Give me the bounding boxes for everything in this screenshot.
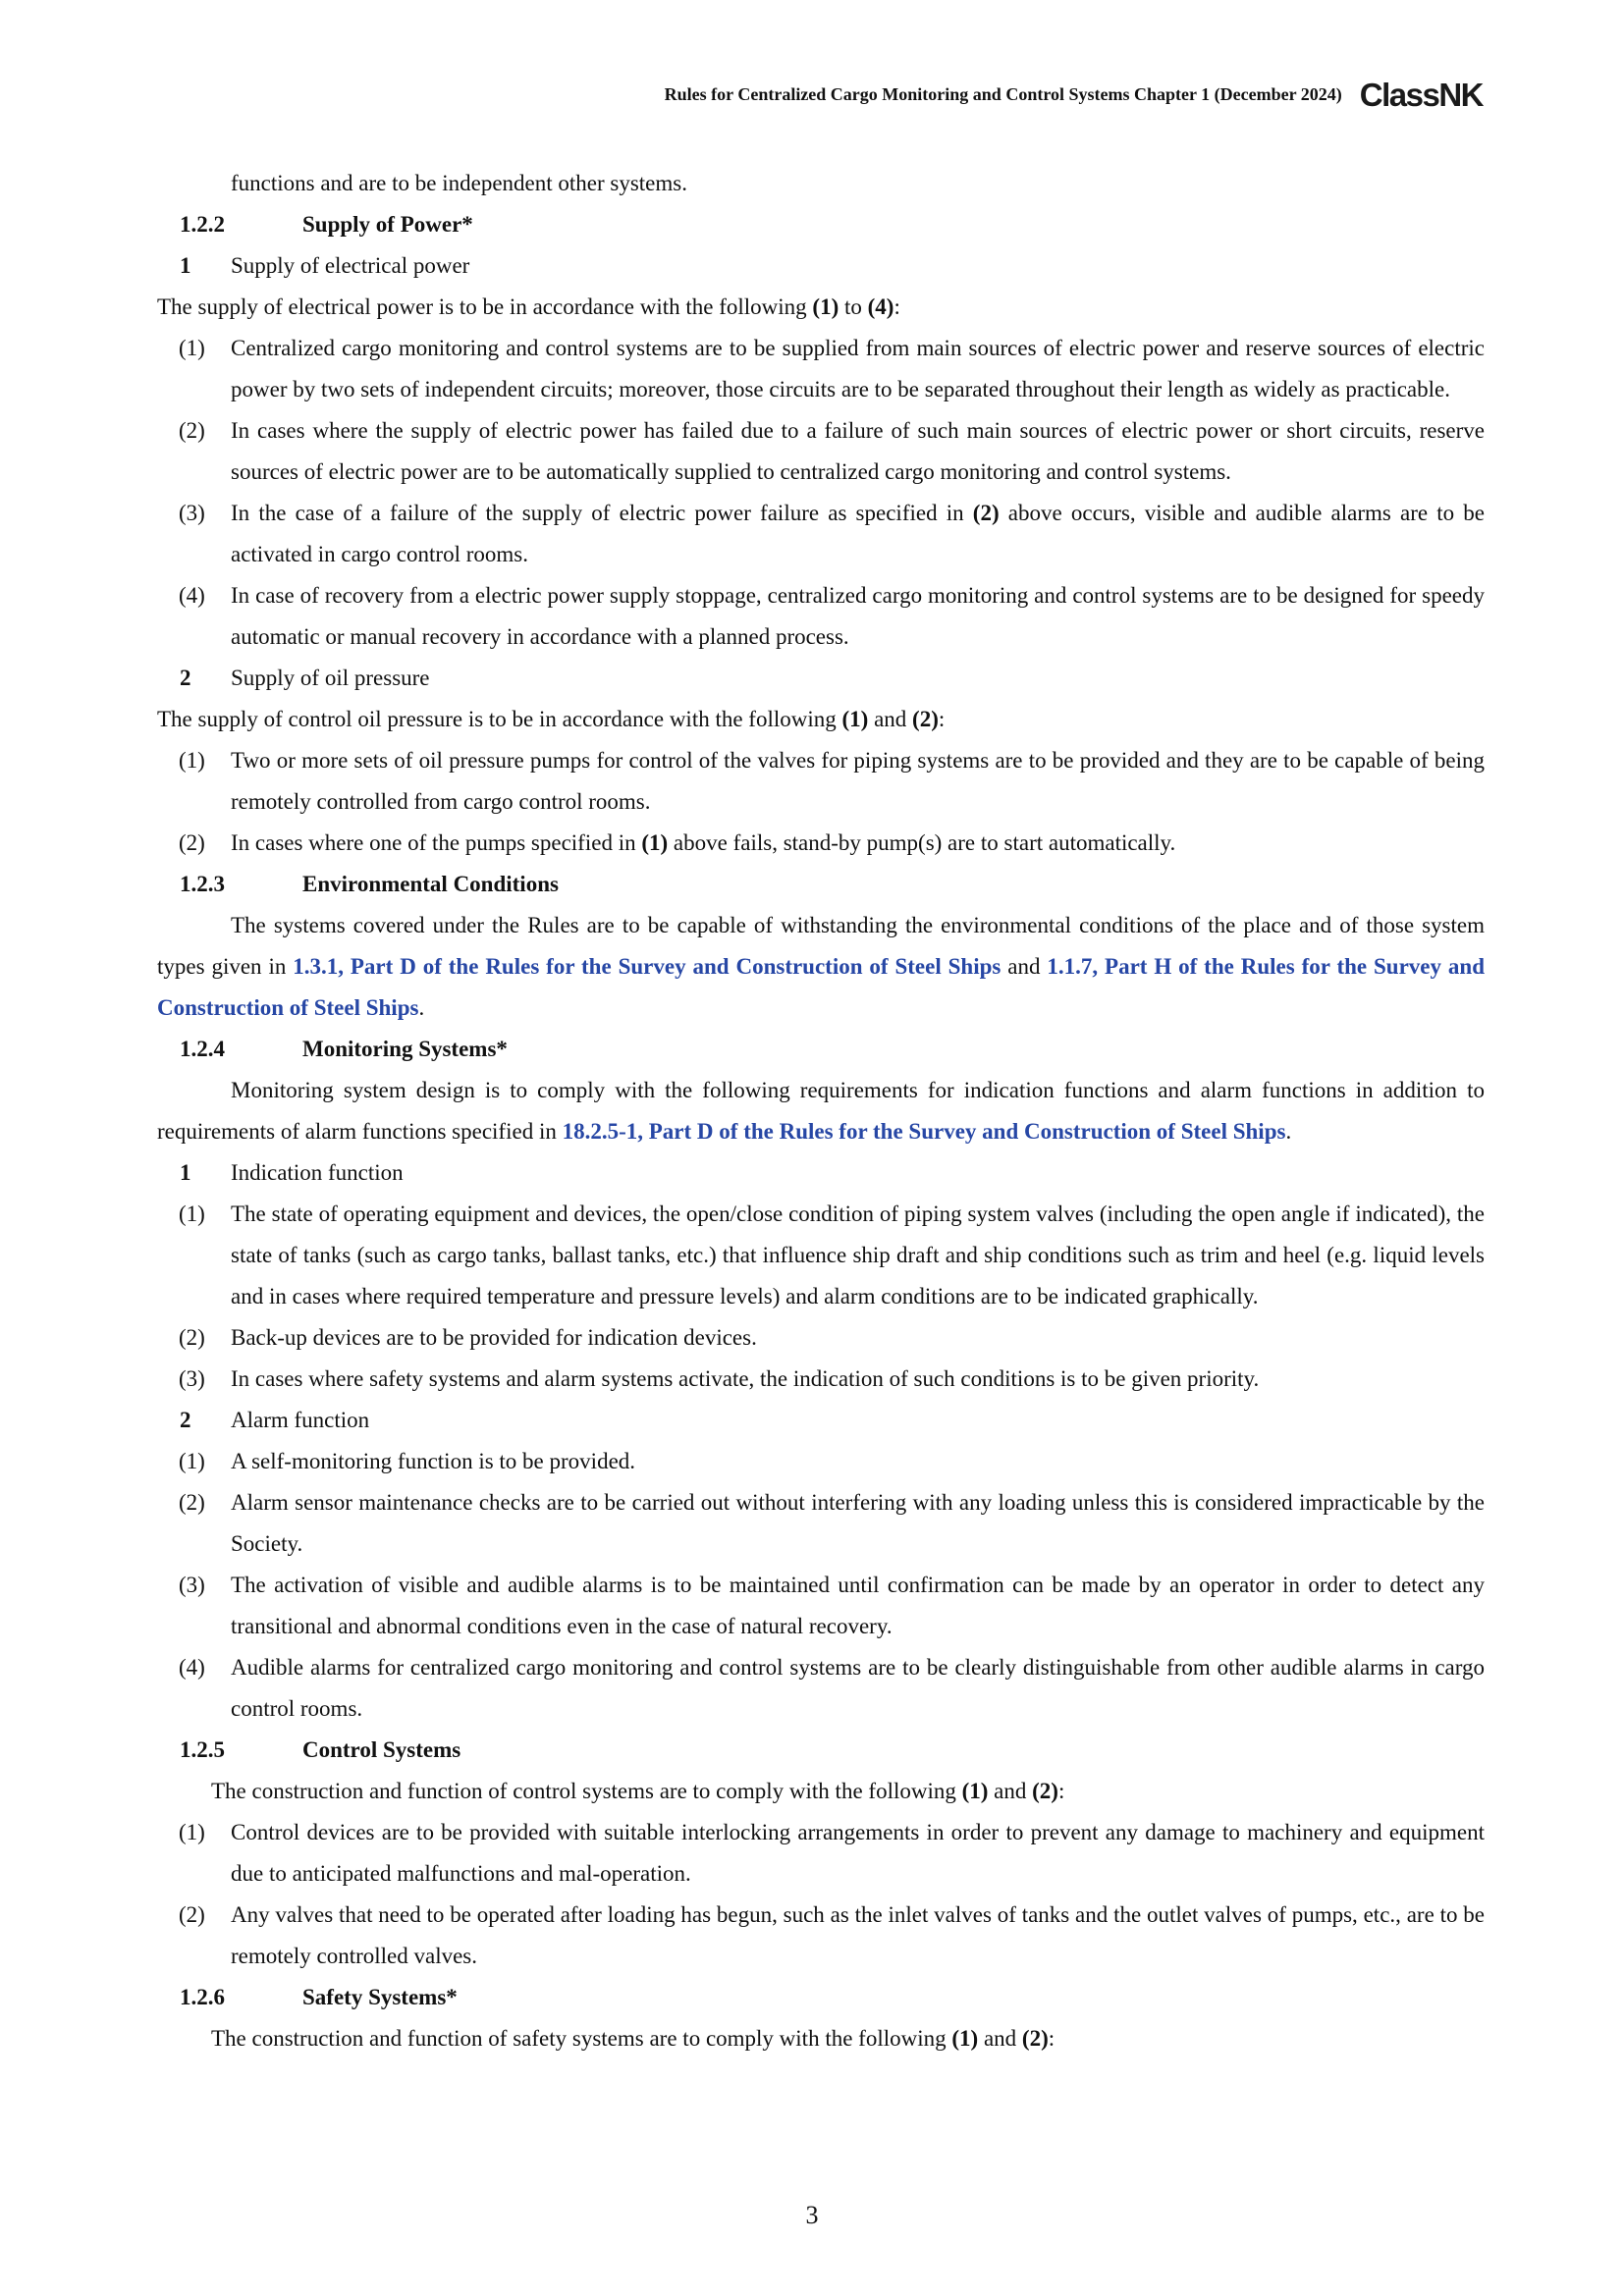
rule-reference-link[interactable]: 1.3.1, Part D of the Rules for the Survey and Construction of Steel Ships bbox=[293, 954, 1001, 979]
list-item: (1) Two or more sets of oil pressure pumps for control of the valves for piping systems are to be provided and they are to be capable of being remotely controlled from cargo control rooms. bbox=[179, 748, 1485, 814]
page-header bbox=[0, 79, 1483, 111]
list-item: (2) In cases where one of the pumps specified in (1) above fails, stand-by pump(s) are to start automatically. bbox=[179, 830, 1176, 855]
section-paragraph: Monitoring system design is to comply with the following requirements for indication functions and alarm functions in addition to requirements of alarm functions specified in 18.2.5-1, Part D of the Rules for the Survey and Construction of Steel Ships. bbox=[157, 1078, 1485, 1144]
section-heading-1-2-3: 1.2.3 Environmental Conditions bbox=[180, 872, 559, 896]
list-item: (2) Any valves that need to be operated after loading has begun, such as the inlet valves of tanks and the outlet valves of pumps, etc., are to be remotely controlled valves. bbox=[179, 1902, 1485, 1968]
list-item: (4) In case of recovery from a electric power supply stoppage, centralized cargo monitoring and control systems are to be designed for speedy automatic or manual recovery in accordance with a planned process. bbox=[179, 583, 1485, 649]
continuation-line: functions and are to be independent other systems. bbox=[231, 171, 687, 195]
list-item: (1) The state of operating equipment and devices, the open/close condition of piping system valves (including the open angle if indicated), the state of tanks (such as cargo tanks, ballast tanks, etc.) that influence ship draft and ship conditions such as trim and heel (e.g. liquid levels and in cases where required temperature and pressure levels) and alarm conditions are to be indicated graphically. bbox=[179, 1201, 1485, 1308]
list-item: (2) Back-up devices are to be provided for indication devices. bbox=[179, 1325, 757, 1350]
list-item: (2) Alarm sensor maintenance checks are to be carried out without interfering with any loading unless this is considered impracticable by the Society. bbox=[179, 1490, 1485, 1556]
list-item: (4) Audible alarms for centralized cargo monitoring and control systems are to be clearly distinguishable from other audible alarms in cargo control rooms. bbox=[179, 1655, 1485, 1721]
section-intro: The construction and function of control systems are to comply with the following (1) and (2): bbox=[211, 1779, 1065, 1803]
section-heading-1-2-6: 1.2.6 Safety Systems* bbox=[180, 1985, 458, 2009]
section-paragraph: The systems covered under the Rules are to be capable of withstanding the environmental conditions of the place and of those system types given in 1.3.1, Part D of the Rules for the Survey and Construction of Steel Ships and 1.1.7, Part H of the Rules for the Survey and Construction of Steel Ships. bbox=[157, 913, 1485, 1020]
header-title: Rules for Centralized Cargo Monitoring and Control Systems Chapter 1 (December 2024) bbox=[664, 84, 1342, 104]
list-item: (2) In cases where the supply of electric power has failed due to a failure of such main sources of electric power or short circuits, reserve sources of electric power are to be automatically supplied to centralized cargo monitoring and control systems. bbox=[179, 418, 1485, 484]
paragraph-intro: The supply of electrical power is to be in accordance with the following (1) to (4): bbox=[157, 294, 900, 319]
paragraph-intro: The supply of control oil pressure is to be in accordance with the following (1) and (2): bbox=[157, 707, 946, 731]
section-heading-1-2-5: 1.2.5 Control Systems bbox=[180, 1737, 461, 1762]
rule-reference-link[interactable]: 1.1.7, Part H of the Rules for the Survey and Construction of Steel Ships bbox=[157, 954, 1485, 1020]
list-item: (1) Control devices are to be provided with suitable interlocking arrangements in order to prevent any damage to machinery and equipment due to anticipated malfunctions and mal-operation. bbox=[179, 1820, 1485, 1886]
list-item: (3) In cases where safety systems and alarm systems activate, the indication of such conditions is to be given priority. bbox=[179, 1366, 1260, 1391]
paragraph-heading-oil-pressure: 2 Supply of oil pressure bbox=[180, 666, 430, 690]
rule-reference-link[interactable]: 18.2.5-1, Part D of the Rules for the Survey and Construction of Steel Ships bbox=[562, 1119, 1286, 1144]
section-heading-1-2-2: 1.2.2 Supply of Power* bbox=[180, 212, 473, 237]
page-number: 3 bbox=[805, 2201, 819, 2229]
document-body bbox=[157, 163, 1485, 2059]
list-item: (1) A self-monitoring function is to be provided. bbox=[179, 1449, 636, 1473]
list-item: (3) In the case of a failure of the supply of electric power failure as specified in (2) above occurs, visible and audible alarms are to be activated in cargo control rooms. bbox=[179, 501, 1485, 566]
list-item: (1) Centralized cargo monitoring and control systems are to be supplied from main sources of electric power and reserve sources of electric power by two sets of independent circuits; moreover, those circuits are to be separated throughout their length as widely as practicable. bbox=[179, 336, 1485, 401]
section-intro: The construction and function of safety systems are to comply with the following (1) and (2): bbox=[211, 2026, 1056, 2051]
paragraph-heading-supply-electrical: 1 Supply of electrical power bbox=[180, 253, 470, 278]
paragraph-heading-indication: 1 Indication function bbox=[180, 1160, 404, 1185]
classnk-logo: ClassNK bbox=[1359, 77, 1483, 113]
paragraph-heading-alarm: 2 Alarm function bbox=[180, 1408, 370, 1432]
list-item: (3) The activation of visible and audible alarms is to be maintained until confirmation can be made by an operator in order to detect any transitional and abnormal conditions even in the case of natural recovery. bbox=[179, 1573, 1485, 1638]
section-heading-1-2-4: 1.2.4 Monitoring Systems* bbox=[180, 1037, 508, 1061]
